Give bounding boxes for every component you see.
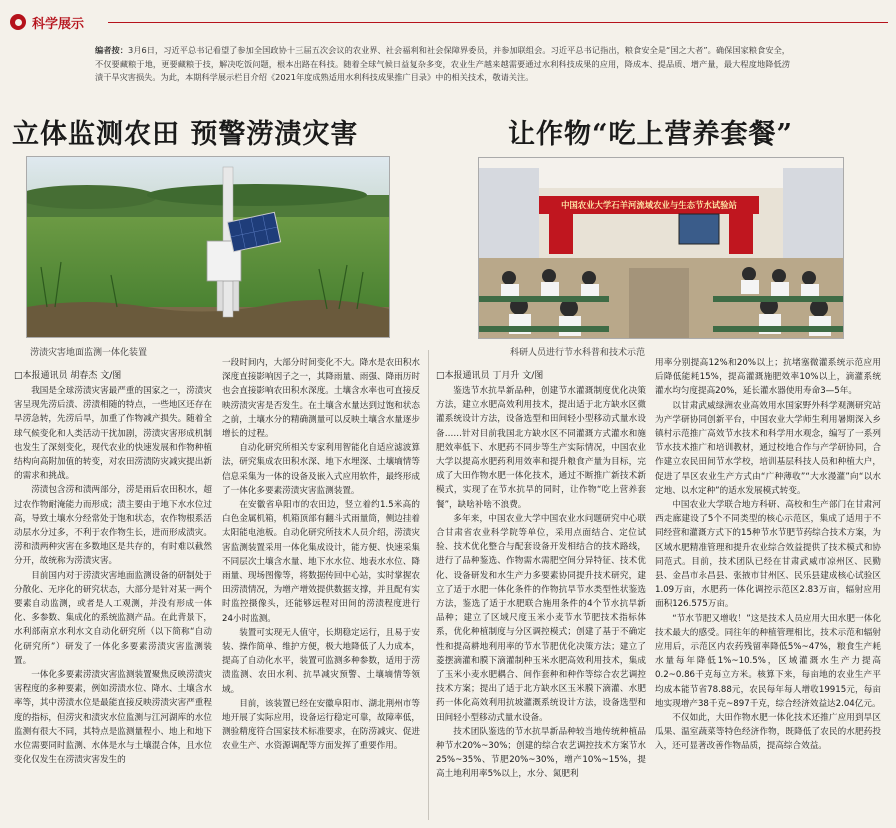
paragraph: 技术团队鉴选的节水抗旱新品种较当地传统种植品种节水20%~30%；创建的综合农艺调控技术方案节水25%~35%、节肥20%~30%，增产10%~15%，提高土地利用率5%以上，水分、氮肥利 <box>436 726 646 780</box>
right-article-column-1 <box>436 384 646 782</box>
paragraph: 一段时间内，大部分时间变化不大。降水是农田积水深度直接影响因子之一，其降雨量、雨强、降雨历时也会直接影响农田积水深度。土壤含水率也可直接反映涝渍灾害是否发生。在土壤含水量达到过饱和状态之前，土壤水分的精确测量可以反映土壤含水量逐步增长的过程。 <box>222 358 420 440</box>
paragraph: 我国是全球涝渍灾害最严重的国家之一，涝渍灾害呈现先涝后渍、涝渍相随的特点，一些地区还存在旱涝急转，先涝后旱，加重了作物减产损失。随着全球气候变化和人类活动干扰加剧，涝渍灾害形成机制也发生了深刻变化，现代农业的快速发展和作物种植结构向高附加值的转变，对农田涝渍防灾减灾提出新的需求和挑战。 <box>14 386 212 482</box>
paragraph: 自动化研究所相关专家利用智能化自适应滤波算法，研究集成农田积水深、地下水埋深、土壤墒情等信息采集为一体的设备及嵌入式应用软件，最终形成了一体化多要素涝渍灾害监测装置。 <box>222 443 420 496</box>
paragraph: 不仅如此，大田作物水肥一体化技术还推广应用到旱区瓜果、温室蔬菜等特色经济作物，既降低了农民的水肥药投入，还可显著改善作物品质，提高综合效益。 <box>655 713 881 752</box>
monitoring-device-photo <box>26 156 390 338</box>
left-byline: □本报通讯员 胡春杰 文/图 <box>14 371 122 381</box>
paragraph: 鉴选节水抗旱新品种，创建节水灌溉制度优化决策方法，建立水肥高效利用技术，提出适于北方缺水区微灌系统设计方法，设备选型和田间轻小型移动式量水设备……针对目前我国北方缺水区不同灌溉方式灌水和施肥效率低下、水肥药不同步等生产实际情况，中国农业大学以提高水肥药利用效率和提升粮食产量为目标，完成了大田作物水肥一体化技术，通过不断推广新技术新模式，实现了在节水抗旱的同时，让作物“吃上营养套餐”，缺啥补啥不浪费。 <box>436 386 646 510</box>
editor-note <box>95 44 790 85</box>
paragraph: 用率分别提高12%和20%以上；抗堵塞微灌系统示范应用后降低能耗15%，提高灌溉施肥效率10%以上，滴灌系统灌水均匀度提高20%，延长灌水器使用寿命3—5年。 <box>655 358 881 397</box>
section-rule <box>108 22 888 23</box>
section-label: 科学展示 <box>32 16 85 32</box>
left-article-column-2 <box>222 356 420 754</box>
paragraph: 以甘肃武威绿洲农业高效用水国家野外科学观测研究站为产学研协同创新平台，中国农业大学师生利用暑期深入乡镇村示范推广高效节水技术和科学用水观念，编写了一系列节水技术推广和培训教材，通过校地合作与产学研协同，合作建立农民田间节水学校，培训基层科技人员和种植大户，促进了旱区农业生产方式由“广种薄收”“大水漫灌”向“以水定地、以水定种”的适水发展模式转变。 <box>655 400 881 496</box>
section-circle-icon <box>10 14 26 30</box>
left-article-column-1 <box>14 384 212 767</box>
column-divider <box>428 350 429 820</box>
training-session-photo <box>478 157 844 339</box>
section-tag <box>10 10 84 34</box>
right-article-column-2 <box>655 356 881 754</box>
paragraph: 装置可实现无人值守，长期稳定运行，且易于安装、操作简单、维护方便，极大地降低了人力成本，提高了自动化水平，装置可监测多种参数，适用于涝渍监测、农田水利、抗旱减灾预警、土壤墒情等领域。 <box>222 627 420 695</box>
editor-note-label: 编者按： <box>95 45 128 55</box>
right-byline: □本报通讯员 丁月升 文/图 <box>436 371 544 381</box>
left-photo-caption: 涝渍灾害地面监测一体化装置 <box>30 348 148 358</box>
left-headline: 立体监测农田 预警涝渍灾害 <box>12 119 359 150</box>
paragraph: 多年来，中国农业大学中国农业水问题研究中心联合甘肃省农业科学院等单位，采用点面结合、定位试验、技术优化整合与配套设备开发相结合的技术路线，进行了品种鉴选、作物需水需肥空间分异特征、技术优化、设备研发和水生产力多要素协同提升技术研究，建立了适于水肥一体化条件的作物抗旱节水类型性状鉴选方法，鉴选了适于水肥联合施用条件的4个节水抗旱新品种；建立了区域尺度玉米小麦节水节肥技术指标体系，优化种植制度与分区调控模式；创建了基于不确定性和提高耕地利用率的节水节肥优化决策方法；建立了菱摆滴灌和膜下滴灌制种玉米水肥高效利用技术，集成了玉米小麦水肥耦合、间作套种和种作等综合农艺调控技术方案；提出了适于北方缺水区玉米膜下滴灌、水肥药一体化高效利用抗坡灌溉系统设计方法，设备选型和田间轻小型移动式量水设备。 <box>436 513 646 723</box>
paragraph: 目前，该装置已经在安徽阜阳市、湖北荆州市等地开展了实际应用，设备运行稳定可靠，故障率低，测验精度符合国家技术标准要求，在防涝减灾、促进农业生产、水资源调配等方面发挥了重要作用。 <box>222 698 420 752</box>
paragraph: “节水节肥又增收！”这是技术人员应用大田水肥一体化技术最大的感受。同往年的种植管理相比，技术示范和辐射应用后，示范区内农药残留率降低5%~47%，粮食生产耗水量每年降低1%~10.5%，区域灌溉水生产力提高0.2~0.86千克每立方米。核算下来，每亩地的农业生产平均成本能节省78.88元，农民每年每人增收19915元，每亩地实现增产38千克~897千克，综合经济效益达2.04亿元。 <box>655 613 881 709</box>
paragraph: 目前国内对于涝渍灾害地面监测设备的研制处于分散化、无序化的研究状态，大部分是针对某一两个要素自动监测，或者是人工观测，并没有形成一体化、多参数、集成化的系统监测产品。在此背景下，水利部南京水利水文自动化研究所（以下简称“自动化研究所”）研发了一体化多要素涝渍灾害监测装置。 <box>14 570 212 666</box>
paragraph: 一体化多要素涝渍灾害监测装置聚焦反映涝渍灾害程度的多种要素，例如涝渍水位、降水、土壤含水率等，其中涝渍水位是最能直接反映涝渍灾害严重程度的指标，但涝灾和渍灾水位监测与江河湖库的水位监测有很大不同，其特点是监测量程小、地上和地下水位需要同时监测、水体是水与土壤混合体，且水位变化仅发生在涝渍灾害发生的 <box>14 670 212 766</box>
banner-text: 中国农业大学石羊河流域农业与生态节水试验站 <box>561 200 737 210</box>
right-photo-caption: 科研人员进行节水科普和技术示范 <box>510 348 646 358</box>
right-headline: 让作物“吃上营养套餐” <box>508 119 794 150</box>
editor-note-text: 3月6日，习近平总书记看望了参加全国政协十三届五次会议的农业界、社会福利和社会保障界委员，并参加联组会。习近平总书记指出，粮食安全是“国之大者”。确保国家粮食安全，不仅要藏粮于地，更要藏粮于技，解决吃饭问题，根本出路在科技。随着全球气候日益复杂多变，农业生产越来越需要通过水利科技成果的应用，降成本、提品质、增产量，最大程度地降低涝渍干旱灾害损失。为此，本期科学展示栏目介绍《2021年度成熟适用水利科技成果推广目录》中的相关技术，敬请关注。 <box>95 45 790 82</box>
paragraph: 中国农业大学联合地方科研、高校和生产部门在甘肃河西走廊建设了5个不同类型的核心示范区，集成了适用于不同经营和灌溉方式下的15种节水节肥节药综合技术方案，为区域水肥精准管理和提升农业综合效益提供了技术模式和协同范式。目前，技术团队已经在甘肃武威市凉州区、民勤县、金昌市永昌县、张掖市甘州区、民乐县建成核心试验区1.09万亩，水肥药一体化调控示范区2.83万亩，辐射应用面积126.575万亩。 <box>655 500 881 610</box>
paragraph: 涝渍包含涝和渍两部分，涝是雨后农田积水，超过农作物耐淹能力而形成；渍主要由于地下水水位过高，导致土壤水分经常处于饱和状态，农作物根系活动层水分过多，不利于农作物生长，进而形成渍灾。涝和渍两种灾害在多数地区是共存的，有时难以截然分开，故统称为涝渍灾害。 <box>14 485 212 567</box>
paragraph: 在安徽省阜阳市的农田边，竖立着约1.5米高的白色金属机箱，机箱顶部有翻斗式雨量筒，侧边挂着太阳能电池板。自动化研究所技术人员介绍，涝渍灾害监测装置采用一体化集成设计，能方便、快速采集不同层次土壤含水量、地下水水位、地表水水位、降雨量、现场图像等，将数据传回中心站，实时掌握农田涝渍情况，为增产增效提供数据支撑，并且配有实时监控摄像头，还能够远程对田间的涝渍程度进行24小时监测。 <box>222 500 420 624</box>
